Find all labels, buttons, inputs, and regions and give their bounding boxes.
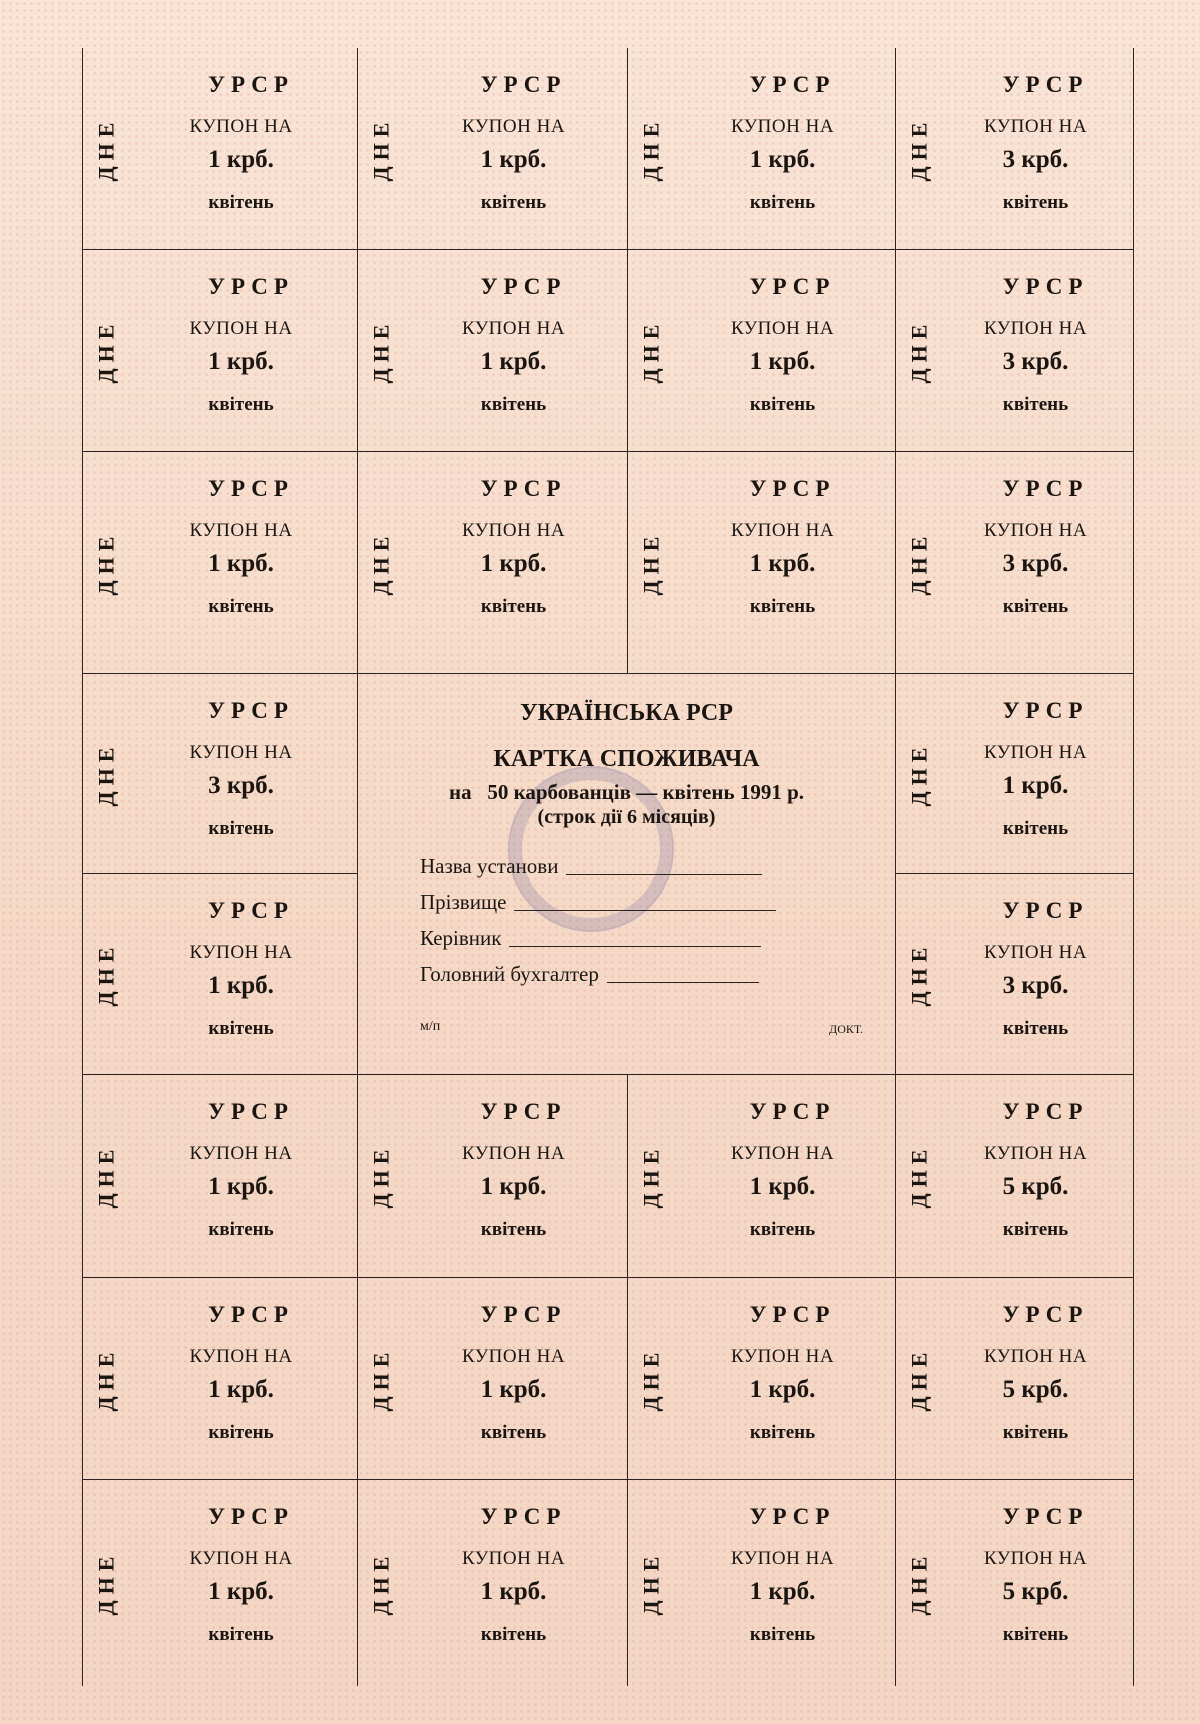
coupon-month: квітень: [749, 1422, 816, 1443]
coupon-label: КУПОН НА: [983, 1346, 1088, 1367]
coupon: [358, 1075, 628, 1278]
coupon-amount: 3 крб.: [1002, 348, 1069, 375]
coupon-amount: 1 крб.: [480, 146, 547, 173]
coupon: [628, 48, 896, 250]
coupon-side-label: ДНЕ: [93, 530, 119, 595]
coupon: [628, 250, 896, 452]
coupon-month: квітень: [749, 596, 816, 617]
coupon-side-label: ДНЕ: [906, 941, 932, 1007]
coupon-month: квітень: [208, 1219, 274, 1240]
coupon-header: УРСР: [1002, 1504, 1089, 1529]
coupon-label: КУПОН НА: [461, 1548, 566, 1569]
coupon-amount: 3 крб.: [1002, 972, 1069, 999]
coupon-amount: 5 крб.: [1002, 1376, 1069, 1403]
coupon-label: КУПОН НА: [730, 116, 835, 137]
coupon-month: квітень: [480, 1624, 547, 1645]
coupon-side-label: ДНЕ: [638, 1143, 664, 1209]
coupon: [358, 250, 628, 452]
coupon-header: УРСР: [749, 1302, 836, 1327]
coupon: [83, 452, 358, 674]
coupon: [83, 1480, 358, 1686]
coupon-label: КУПОН НА: [461, 1143, 566, 1164]
coupon-header: УРСР: [208, 698, 294, 723]
coupon: [896, 1278, 1133, 1480]
coupon-month: квітень: [749, 192, 816, 213]
coupon-side-label: ДНЕ: [368, 116, 394, 181]
coupon-month: квітень: [480, 192, 547, 213]
coupon-side-label: ДНЕ: [906, 1346, 932, 1411]
coupon-side-label: ДНЕ: [906, 116, 932, 181]
coupon-label: КУПОН НА: [983, 1548, 1088, 1569]
coupon-side-label: ДНЕ: [368, 1143, 394, 1209]
coupon-side-label: ДНЕ: [638, 530, 664, 595]
coupon-amount: 3 крб.: [1002, 146, 1069, 173]
coupon-label: КУПОН НА: [461, 1346, 566, 1367]
coupon-label: КУПОН НА: [189, 1548, 293, 1569]
coupon-side-label: ДНЕ: [93, 116, 119, 181]
coupon-amount: 5 крб.: [1002, 1173, 1069, 1200]
coupon-label: КУПОН НА: [983, 116, 1088, 137]
coupon-month: квітень: [208, 596, 274, 617]
coupon-side-label: ДНЕ: [93, 1346, 119, 1411]
coupon-amount: 3 крб.: [208, 772, 274, 799]
coupon: [358, 1480, 628, 1686]
coupon: [358, 1278, 628, 1480]
coupon-label: КУПОН НА: [461, 318, 566, 339]
coupon-month: квітень: [1002, 596, 1069, 617]
coupon-month: квітень: [208, 818, 274, 839]
coupon-amount: 1 крб.: [749, 1376, 816, 1403]
coupon-header: УРСР: [1002, 72, 1089, 97]
coupon-label: КУПОН НА: [730, 520, 835, 541]
coupon-header: УРСР: [1002, 1302, 1089, 1327]
coupon-side-label: ДНЕ: [906, 318, 932, 383]
coupon-month: квітень: [208, 1422, 274, 1443]
coupon-month: квітень: [208, 1018, 274, 1039]
coupon-amount: 1 крб.: [208, 972, 274, 999]
coupon-label: КУПОН НА: [461, 116, 566, 137]
coupon-amount: 1 крб.: [480, 1578, 547, 1605]
coupon: [358, 48, 628, 250]
coupon-side-label: ДНЕ: [93, 1143, 119, 1209]
coupon: [896, 1075, 1133, 1278]
coupon-amount: 1 крб.: [749, 1173, 816, 1200]
coupon-side-label: ДНЕ: [638, 318, 664, 383]
coupon-month: квітень: [1002, 1624, 1069, 1645]
coupon-header: УРСР: [1002, 698, 1089, 723]
coupon-amount: 1 крб.: [208, 1173, 274, 1200]
coupon-amount: 1 крб.: [749, 550, 816, 577]
coupon: [83, 674, 358, 874]
coupon: [628, 1278, 896, 1480]
coupon: [896, 674, 1133, 874]
coupon-header: УРСР: [208, 898, 294, 923]
coupon-side-label: ДНЕ: [93, 318, 119, 383]
coupon: [628, 1075, 896, 1278]
coupon-month: квітень: [1002, 1219, 1069, 1240]
coupon-header: УРСР: [208, 1504, 294, 1529]
coupon-amount: 1 крб.: [749, 146, 816, 173]
field-surname: Прізвище: [420, 890, 776, 915]
coupon-month: квітень: [1002, 818, 1069, 839]
coupon-month: квітень: [208, 1624, 274, 1645]
coupon-label: КУПОН НА: [983, 1143, 1088, 1164]
coupon-amount: 1 крб.: [208, 1376, 274, 1403]
coupon-side-label: ДНЕ: [368, 530, 394, 595]
coupon-header: УРСР: [749, 1504, 836, 1529]
coupon-label: КУПОН НА: [983, 520, 1088, 541]
coupon-amount: 1 крб.: [208, 348, 274, 375]
coupon-side-label: ДНЕ: [93, 941, 119, 1007]
coupon-label: КУПОН НА: [730, 1346, 835, 1367]
coupon-header: УРСР: [208, 274, 294, 299]
coupon-label: КУПОН НА: [983, 942, 1088, 963]
coupon: [896, 874, 1133, 1075]
coupon-amount: 1 крб.: [480, 550, 547, 577]
coupon: [83, 1278, 358, 1480]
coupon: [896, 48, 1133, 250]
coupon-amount: 1 крб.: [749, 1578, 816, 1605]
coupon-side-label: ДНЕ: [368, 318, 394, 383]
coupon-header: УРСР: [749, 274, 836, 299]
coupon-month: квітень: [480, 1422, 547, 1443]
coupon-month: квітень: [480, 596, 547, 617]
coupon-month: квітень: [208, 394, 274, 415]
coupon-amount: 1 крб.: [208, 1578, 274, 1605]
coupon-amount: 1 крб.: [208, 146, 274, 173]
coupon-side-label: ДНЕ: [638, 1550, 664, 1616]
coupon-month: квітень: [480, 1219, 547, 1240]
coupon-label: КУПОН НА: [189, 1143, 293, 1164]
coupon: [628, 452, 896, 674]
consumer-card: [358, 674, 896, 1075]
coupon-side-label: ДНЕ: [93, 1550, 119, 1616]
coupon-label: КУПОН НА: [189, 116, 293, 137]
coupon-header: УРСР: [1002, 1099, 1089, 1124]
coupon: [83, 48, 358, 250]
coupon-header: УРСР: [208, 476, 294, 501]
card-title: КАРТКА СПОЖИВАЧА: [493, 746, 760, 772]
coupon-amount: 1 крб.: [480, 1173, 547, 1200]
coupon-month: квітень: [1002, 1422, 1069, 1443]
coupon-header: УРСР: [1002, 898, 1089, 923]
coupon-amount: 1 крб.: [749, 348, 816, 375]
coupon-grid: [82, 48, 1134, 1686]
coupon-amount: 1 крб.: [480, 1376, 547, 1403]
coupon-side-label: ДНЕ: [906, 1550, 932, 1616]
coupon-side-label: ДНЕ: [638, 116, 664, 181]
coupon-header: УРСР: [480, 1504, 567, 1529]
coupon-side-label: ДНЕ: [906, 530, 932, 595]
coupon-header: УРСР: [208, 1302, 294, 1327]
coupon-amount: 5 крб.: [1002, 1578, 1069, 1605]
coupon-header: УРСР: [480, 274, 567, 299]
coupon-header: УРСР: [480, 476, 567, 501]
coupon-header: УРСР: [749, 476, 836, 501]
coupon: [896, 250, 1133, 452]
coupon-header: УРСР: [480, 72, 567, 97]
coupon-label: КУПОН НА: [189, 318, 293, 339]
coupon-label: КУПОН НА: [983, 742, 1088, 763]
coupon-amount: 3 крб.: [1002, 550, 1069, 577]
field-chief-accountant: Головний бухгалтер: [420, 962, 759, 987]
coupon: [83, 874, 358, 1075]
coupon-month: квітень: [749, 1219, 816, 1240]
coupon: [896, 452, 1133, 674]
card-value-line: на 50 карбованців — квітень 1991 р.: [448, 780, 805, 804]
coupon-header: УРСР: [208, 72, 294, 97]
coupon-month: квітень: [749, 394, 816, 415]
coupon: [83, 250, 358, 452]
coupon-label: КУПОН НА: [189, 1346, 293, 1367]
coupon: [358, 452, 628, 674]
coupon: [628, 1480, 896, 1686]
card-republic: УКРАЇНСЬКА РСР: [520, 700, 733, 726]
coupon-label: КУПОН НА: [461, 520, 566, 541]
coupon-label: КУПОН НА: [189, 520, 293, 541]
coupon-label: КУПОН НА: [730, 318, 835, 339]
coupon-month: квітень: [749, 1624, 816, 1645]
card-validity-line: (строк дії 6 місяців): [537, 806, 716, 828]
coupon-month: квітень: [208, 192, 274, 213]
coupon-side-label: ДНЕ: [906, 741, 932, 806]
card-mp: м/п: [420, 1019, 441, 1034]
coupon-amount: 1 крб.: [1002, 772, 1069, 799]
coupon-side-label: ДНЕ: [906, 1143, 932, 1209]
coupon-header: УРСР: [749, 72, 836, 97]
coupon: [83, 1075, 358, 1278]
coupon-label: КУПОН НА: [189, 742, 293, 763]
coupon-header: УРСР: [480, 1099, 567, 1124]
field-institution: Назва установи: [420, 854, 762, 879]
field-manager: Керівник: [420, 926, 761, 951]
card-dokt: ДОКТ.: [829, 1022, 863, 1036]
coupon-label: КУПОН НА: [983, 318, 1088, 339]
coupon-month: квітень: [480, 394, 547, 415]
coupon-header: УРСР: [1002, 476, 1089, 501]
coupon-side-label: ДНЕ: [638, 1346, 664, 1411]
coupon-month: квітень: [1002, 192, 1069, 213]
coupon-label: КУПОН НА: [189, 942, 293, 963]
coupon-header: УРСР: [480, 1302, 567, 1327]
coupon-side-label: ДНЕ: [93, 741, 119, 806]
coupon-label: КУПОН НА: [730, 1548, 835, 1569]
coupon-amount: 1 крб.: [480, 348, 547, 375]
coupon-amount: 1 крб.: [208, 550, 274, 577]
coupon-side-label: ДНЕ: [368, 1550, 394, 1616]
coupon-header: УРСР: [208, 1099, 294, 1124]
coupon-month: квітень: [1002, 394, 1069, 415]
coupon-side-label: ДНЕ: [368, 1346, 394, 1411]
coupon: [896, 1480, 1133, 1686]
coupon-header: УРСР: [1002, 274, 1089, 299]
coupon-month: квітень: [1002, 1018, 1069, 1039]
coupon-header: УРСР: [749, 1099, 836, 1124]
coupon-label: КУПОН НА: [730, 1143, 835, 1164]
